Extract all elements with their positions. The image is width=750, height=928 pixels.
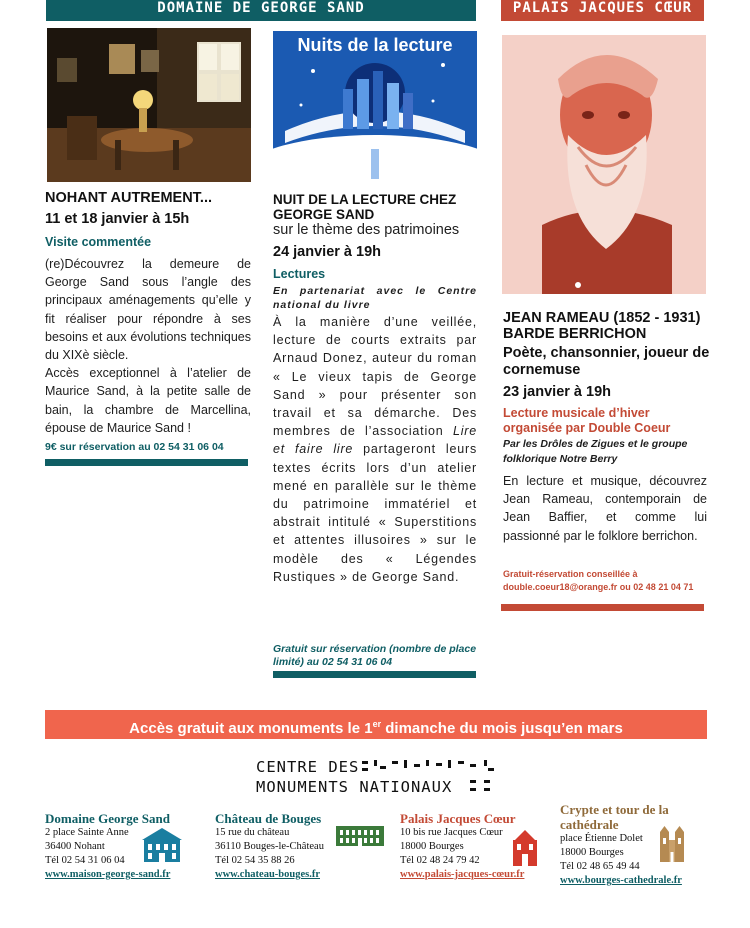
banner-text: Accès gratuit aux monuments le 1 [129, 720, 373, 737]
portrait-jean-rameau [502, 35, 706, 294]
reservation-info-jean-rameau: Gratuit-réservation conseillée à double.coeur18@orange.fr ou 02 48 21 04 71 [503, 569, 694, 592]
venue-name: Château de Bouges [215, 811, 322, 826]
association-name: Lire et faire lire [273, 424, 477, 457]
event-title-jean-rameau [503, 310, 713, 342]
header-palais-jacques-coeur: PALAIS JACQUES CŒUR [501, 0, 704, 21]
event-type-visite: Visite commentée [45, 235, 152, 249]
section-divider [501, 604, 704, 611]
poster-nuits-de-la-lecture [273, 31, 477, 184]
chateau-building-icon [336, 824, 384, 846]
venue-name: Crypte et tour de la cathédrale [560, 802, 669, 832]
venue-address: place Étienne Dolet [560, 833, 643, 844]
partner-info: En partenariat avec le Centre national du livre [273, 285, 477, 311]
section-divider [45, 459, 248, 466]
event-type-lectures: Lectures [273, 267, 326, 281]
free-access-banner [45, 710, 707, 739]
venue-address: 15 rue du château [215, 827, 290, 838]
venue-website-link[interactable]: www.chateau-bouges.fr [215, 869, 320, 880]
venue-phone: Tél 02 54 31 06 04 [45, 855, 125, 866]
event-date-nohant: 11 et 18 janvier à 15h [45, 211, 190, 227]
description-paragraph: Accès exceptionnel à l’atelier de Maurice Sand, à la petite salle de bain, la chambre de Marcellina, épouse de Maurice Sand ! [45, 366, 251, 435]
description-text: partageront leurs textes écrits lors d’un atelier mené en parallèle sur le thème du patrimoine immatériel et abstrait intitulé « Superstitions et attentes illusoires » sur le modèle des « Légendes Rustiques » de George Sand. [273, 442, 477, 584]
event-title-nuit-lecture: NUIT DE LA LECTURE CHEZ GEORGE SAND [273, 192, 457, 222]
description-paragraph: (re)Découvrez la demeure de George Sand sous l’angle des principaux aménagements qu’elle y fit réaliser pour répondre à ses besoins et aux évolutions techniques du XIXè siècle. [45, 257, 251, 363]
jean-rameau-portrait [502, 35, 706, 294]
poster-title: Nuits de la lecture [297, 35, 453, 55]
venue-city: 18000 Bourges [560, 847, 624, 858]
venue-address: 10 bis rue Jacques Cœur [400, 827, 503, 838]
event-subtitle-poete: Poète, chansonnier, joueur de cornemuse [503, 345, 710, 378]
event-date-nuit-lecture: 24 janvier à 19h [273, 244, 382, 260]
event-description-nuit-lecture [273, 313, 477, 586]
title-line: JEAN RAMEAU (1852 - 1931) [503, 310, 701, 326]
performers-info: Par les Drôles de Zigues et le groupe folklorique Notre Berry [503, 438, 688, 465]
event-description-jean-rameau: En lecture et musique, découvrez Jean Rameau, contemporain de Jean Baffier, et comme lui passionné par le folklore berrichon. [503, 474, 707, 543]
header-domaine-george-sand: DOMAINE DE GEORGE SAND [46, 0, 476, 21]
venue-domaine-george-sand [45, 811, 215, 882]
venue-website-link[interactable]: www.maison-george-sand.fr [45, 869, 171, 880]
venue-address: 2 place Sainte Anne [45, 827, 129, 838]
venue-website-link[interactable]: www.bourges-cathedrale.fr [560, 875, 682, 886]
title-line: BARDE BERRICHON [503, 326, 647, 342]
section-divider [273, 671, 476, 678]
venue-phone: Tél 02 54 35 88 26 [215, 855, 295, 866]
logo-pattern-icon [360, 758, 496, 796]
venue-chateau-de-bouges [215, 811, 395, 882]
event-type-lecture-musicale: Lecture musicale d’hiver organisée par Double Coeur [503, 406, 671, 435]
venue-website-link[interactable]: www.palais-jacques-cœur.fr [400, 869, 525, 880]
event-theme: sur le thème des patrimoines [273, 222, 460, 238]
venue-phone: Tél 02 48 24 79 42 [400, 855, 480, 866]
cmn-logo [256, 757, 496, 797]
cathedral-building-icon [658, 826, 686, 862]
reservation-info-nohant: 9€ sur réservation au 02 54 31 06 04 [45, 441, 224, 453]
venue-city: 18000 Bourges [400, 841, 464, 852]
venue-city: 36400 Nohant [45, 841, 105, 852]
photo-nohant-interior [47, 28, 251, 182]
logo-line-2: MONUMENTS NATIONAUX [256, 778, 453, 796]
nohant-room-image [47, 28, 251, 182]
venue-name: Palais Jacques Cœur [400, 811, 516, 826]
event-title-nohant-autrement: NOHANT AUTREMENT... [45, 190, 213, 206]
domaine-building-icon [140, 826, 184, 864]
venue-crypte-cathedrale [560, 802, 710, 888]
venue-city: 36110 Bouges-le-Château [215, 841, 324, 852]
event-description-nohant [45, 255, 251, 437]
banner-text: dimanche du mois jusqu’en mars [381, 720, 623, 737]
banner-sup: er [372, 719, 382, 729]
palais-building-icon [511, 830, 539, 866]
event-date-jean-rameau: 23 janvier à 19h [503, 384, 612, 400]
logo-line-1: CENTRE DES [256, 758, 360, 776]
reservation-info-nuit-lecture: Gratuit sur réservation (nombre de place limité) au 02 54 31 06 04 [273, 643, 477, 668]
venue-name: Domaine George Sand [45, 811, 170, 826]
description-text: À la manière d’une veillée, lecture de courts extraits par Arnaud Donez, auteur du roman « Le vieux tapis de George Sand » pour présenter son travail et sa démarche. Des membres de l’association [273, 315, 477, 439]
venue-phone: Tél 02 48 65 49 44 [560, 861, 640, 872]
